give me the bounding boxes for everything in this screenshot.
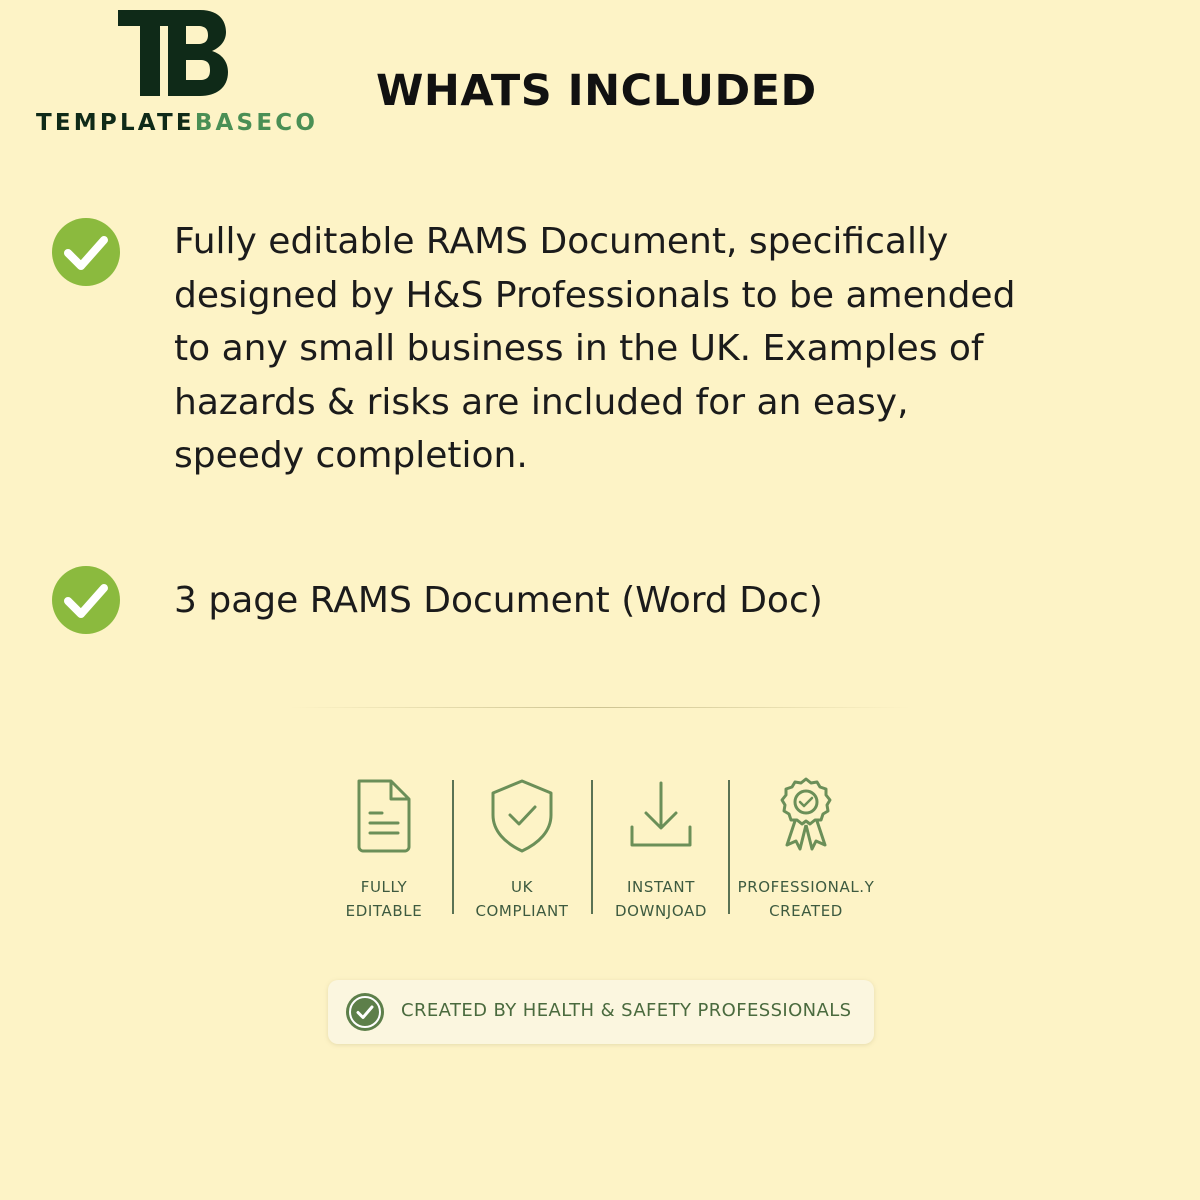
feature-label-line2: COMPLIANT bbox=[475, 902, 569, 920]
feature-uk-compliant bbox=[447, 775, 597, 925]
check-circle-icon bbox=[345, 992, 385, 1032]
feature-label-line1: PROFESSIONAL.Y bbox=[737, 878, 875, 896]
section-divider bbox=[290, 707, 910, 708]
document-icon bbox=[349, 775, 419, 855]
badge-text: CREATED BY HEALTH & SAFETY PROFESSIONALS bbox=[401, 1000, 852, 1021]
feature-professionally-created bbox=[731, 775, 881, 925]
feature-separator bbox=[728, 780, 730, 914]
feature-label-line1: UK bbox=[510, 878, 533, 896]
brand-name bbox=[36, 110, 326, 136]
brand-logo bbox=[36, 10, 326, 140]
feature-label-line2: CREATED bbox=[769, 902, 843, 920]
feature-label-line2: EDITABLE bbox=[345, 902, 423, 920]
brand-name-part1: TEMPLATE bbox=[36, 110, 195, 136]
shield-check-icon bbox=[487, 775, 557, 855]
feature-fully-editable bbox=[309, 775, 459, 925]
included-item-text: Fully editable RAMS Document, specifically designed by H&S Professionals to be amended to any small business in the UK. Examples of hazards & risks are included for an easy, speedy completion. bbox=[174, 221, 1016, 476]
feature-label-line1: FULLY bbox=[360, 878, 408, 896]
feature-label-line2: DOWNJOAD bbox=[615, 902, 707, 920]
award-ribbon-icon bbox=[771, 775, 841, 855]
page-title: WHATS INCLUDED bbox=[376, 66, 817, 116]
check-circle-icon bbox=[51, 565, 121, 635]
professional-badge bbox=[328, 980, 874, 1044]
feature-instant-download bbox=[586, 775, 736, 925]
feature-label-line1: INSTANT bbox=[626, 878, 695, 896]
included-item-text: 3 page RAMS Document (Word Doc) bbox=[174, 580, 823, 621]
check-circle-icon bbox=[51, 217, 121, 287]
tb-logo-mark bbox=[118, 10, 228, 100]
brand-name-part2: BASECO bbox=[194, 110, 319, 136]
download-icon bbox=[626, 775, 696, 855]
